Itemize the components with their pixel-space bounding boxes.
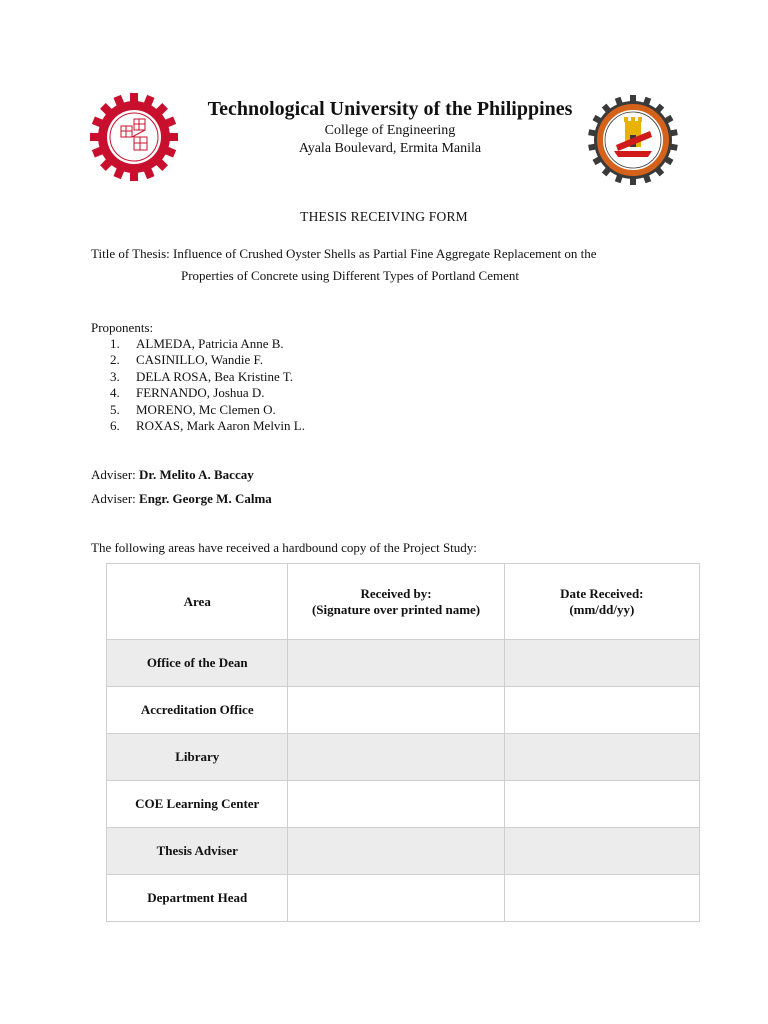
signature-cell[interactable] [288,734,504,781]
signature-cell[interactable] [288,781,504,828]
letterhead [180,96,600,158]
form-title: THESIS RECEIVING FORM [300,209,468,224]
table-row [107,828,700,875]
university-name: Technological University of the Philippines [207,98,573,120]
date-cell[interactable] [504,875,699,922]
proponent-name: FERNANDO, Joshua D. [136,385,265,401]
adviser-label: Adviser: [91,467,136,482]
area-cell: Office of the Dean [107,640,288,687]
signature-cell[interactable] [288,687,504,734]
header-received-line2: (Signature over printed name) [311,601,481,617]
coe-seal-logo [588,95,678,185]
header-date-line2: (mm/dd/yy) [569,601,635,617]
area-cell: Thesis Adviser [107,828,288,875]
list-item [110,369,305,385]
adviser-name: Engr. George M. Calma [139,491,272,506]
table-row [107,781,700,828]
date-cell[interactable] [504,828,699,875]
table-row [107,734,700,781]
thesis-title-text-2: Properties of Concrete using Different Types of Portland Cement [181,268,519,283]
table-row [107,875,700,922]
header-date-received [504,564,699,640]
university-address: Ayala Boulevard, Ermita Manila [298,141,482,156]
adviser-line-2 [91,491,272,507]
table-header-row [107,564,700,640]
adviser-label: Adviser: [91,491,136,506]
proponent-name: ROXAS, Mark Aaron Melvin L. [136,417,305,433]
signature-cell[interactable] [288,828,504,875]
list-item [110,352,305,368]
thesis-title-line1 [91,243,596,265]
signature-cell[interactable] [288,640,504,687]
adviser-line-1 [91,467,254,483]
proponents-label: Proponents: [91,320,154,335]
item-number: 5. [110,401,120,417]
proponent-name: DELA ROSA, Bea Kristine T. [136,368,293,384]
item-number: 1. [110,336,120,351]
intro-text: The following areas have received a hardbound copy of the Project Study: [91,540,477,555]
receiving-table [106,563,700,922]
area-cell: Library [107,734,288,781]
header-received-by [288,564,504,640]
list-item [110,385,305,401]
thesis-title-label: Title of Thesis: [91,246,170,261]
area-cell: Department Head [107,875,288,922]
tup-seal-logo [90,93,178,181]
item-number: 2. [110,352,120,368]
signature-cell[interactable] [288,875,504,922]
proponents-list [110,336,305,434]
item-number: 6. [110,417,120,433]
header-date-line1: Date Received: [560,585,644,601]
area-cell: Accreditation Office [107,687,288,734]
list-item [110,402,305,418]
date-cell[interactable] [504,734,699,781]
college-name: College of Engineering [324,123,456,138]
proponent-name: CASINILLO, Wandie F. [136,352,263,368]
proponent-name: ALMEDA, Patricia Anne B. [136,336,284,351]
header-received-line1: Received by: [360,585,432,601]
adviser-name: Dr. Melito A. Baccay [139,467,254,482]
table-row [107,687,700,734]
thesis-title-text-1: Influence of Crushed Oyster Shells as Partial Fine Aggregate Replacement on the [173,246,597,261]
item-number: 3. [110,368,120,384]
proponent-name: MORENO, Mc Clemen O. [136,401,276,417]
date-cell[interactable] [504,781,699,828]
list-item [110,418,305,434]
item-number: 4. [110,385,120,401]
area-cell: COE Learning Center [107,781,288,828]
table-row [107,640,700,687]
date-cell[interactable] [504,687,699,734]
header-area: Area [107,564,288,640]
list-item [110,336,305,352]
date-cell[interactable] [504,640,699,687]
